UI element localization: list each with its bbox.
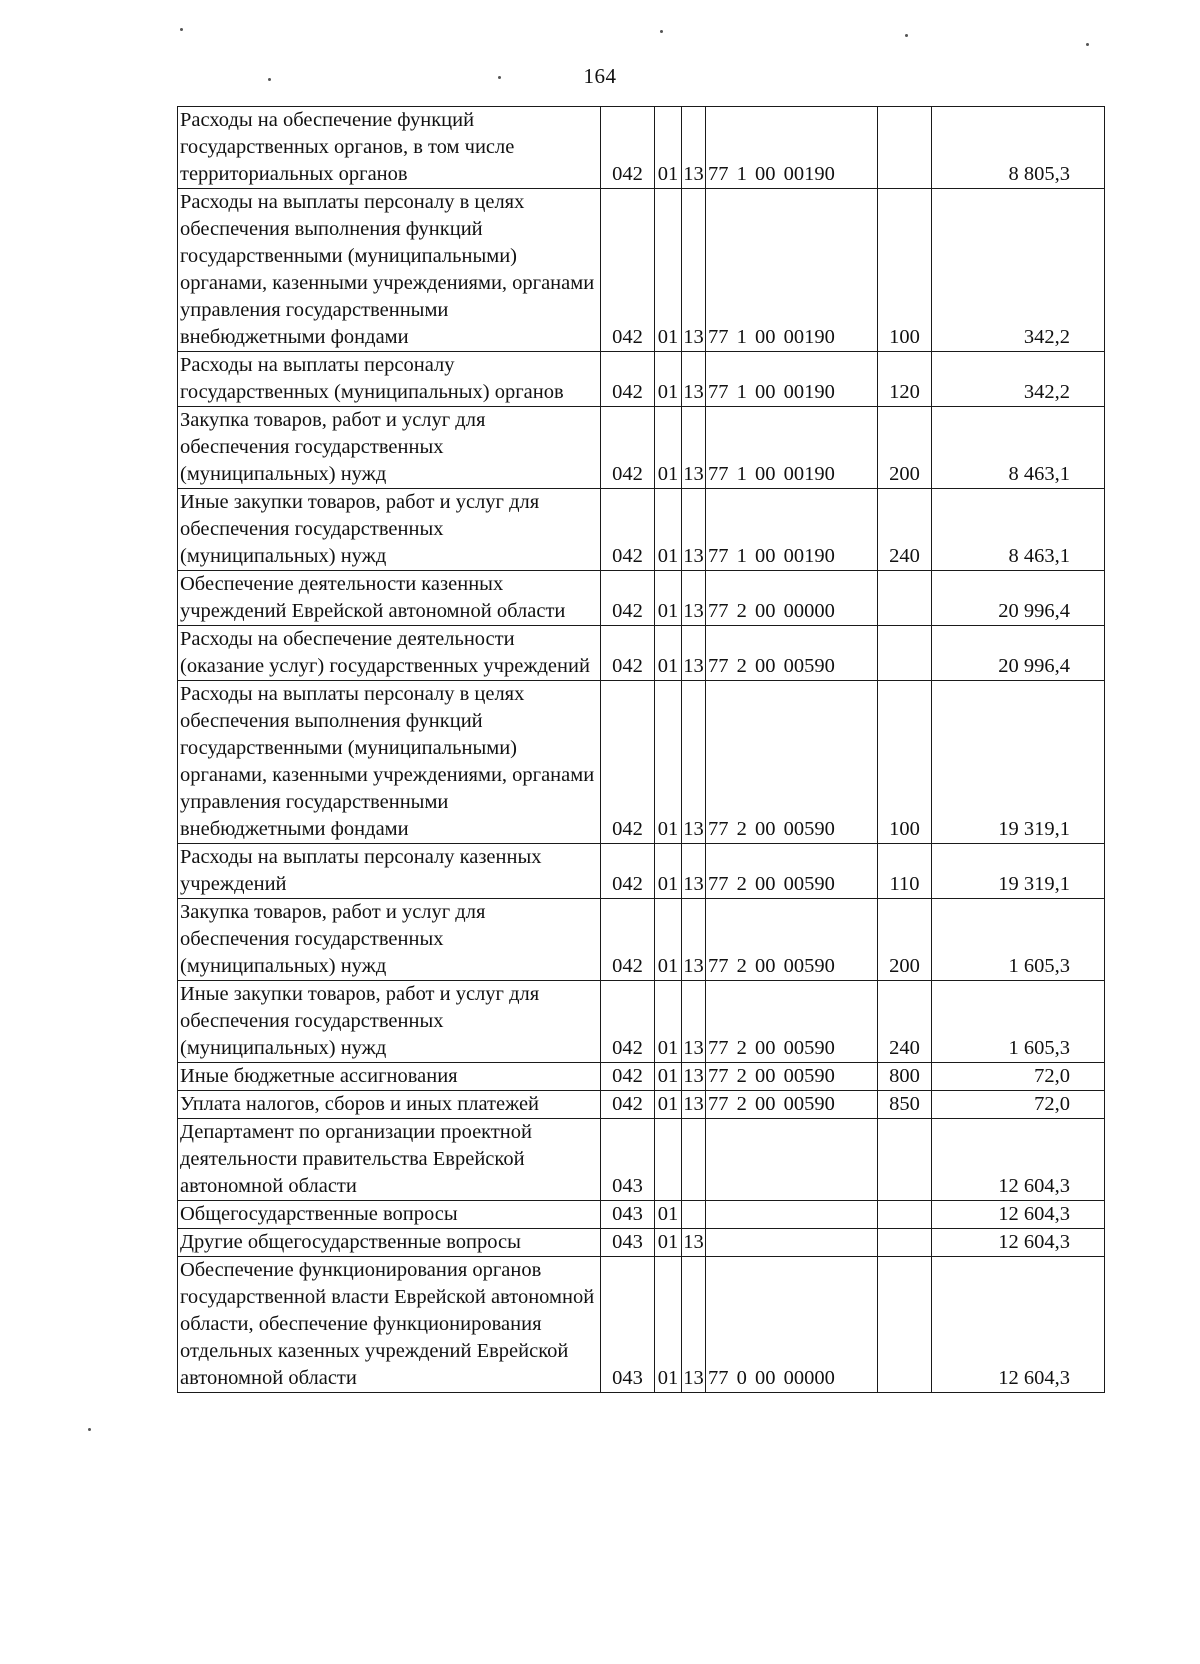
cell-expense-type: 850 (878, 1091, 932, 1119)
cell-department-code: 042 (601, 1091, 655, 1119)
cell-section-code: 01 (655, 1257, 682, 1393)
cell-expense-type (878, 1229, 932, 1257)
cell-subsection-code: 13 (682, 189, 706, 352)
cell-subsection-code: 13 (682, 899, 706, 981)
table-row (178, 189, 1105, 352)
cell-subsection-code: 13 (682, 981, 706, 1063)
cell-section-code: 01 (655, 1229, 682, 1257)
cell-item-name: Другие общегосударственные вопросы (178, 1229, 601, 1257)
cell-department-code: 042 (601, 981, 655, 1063)
cell-section-code: 01 (655, 571, 682, 626)
scan-speck (268, 78, 271, 81)
table-row (178, 407, 1105, 489)
cell-expense-type (878, 107, 932, 189)
cell-amount: 8 463,1 (932, 407, 1105, 489)
cell-item-name: Расходы на обеспечение деятельности (оказание услуг) государственных учреждений (178, 626, 601, 681)
page-number: 164 (583, 64, 617, 88)
cell-section-code: 01 (655, 1063, 682, 1091)
cell-section-code: 01 (655, 489, 682, 571)
cell-expense-type: 120 (878, 352, 932, 407)
cell-department-code: 043 (601, 1257, 655, 1393)
scan-speck (88, 1428, 91, 1431)
cell-expense-type: 240 (878, 489, 932, 571)
cell-department-code: 042 (601, 107, 655, 189)
cell-section-code (655, 1119, 682, 1201)
table-row (178, 1229, 1105, 1257)
cell-section-code: 01 (655, 1091, 682, 1119)
cell-amount: 20 996,4 (932, 571, 1105, 626)
cell-expense-type: 800 (878, 1063, 932, 1091)
scan-speck (498, 76, 501, 79)
cell-expense-type: 100 (878, 189, 932, 352)
scan-speck (660, 30, 663, 33)
cell-section-code: 01 (655, 407, 682, 489)
cell-subsection-code: 13 (682, 352, 706, 407)
scan-speck (905, 34, 908, 37)
cell-item-name: Закупка товаров, работ и услуг для обеспечения государственных (муниципальных) нужд (178, 407, 601, 489)
table-row (178, 899, 1105, 981)
cell-expense-type: 200 (878, 407, 932, 489)
cell-item-name: Уплата налогов, сборов и иных платежей (178, 1091, 601, 1119)
cell-item-name: Расходы на обеспечение функций государственных органов, в том числе территориальных органов (178, 107, 601, 189)
table-row (178, 1091, 1105, 1119)
table-row (178, 571, 1105, 626)
cell-amount: 20 996,4 (932, 626, 1105, 681)
cell-target-article: 77 2 00 00590 (706, 1063, 878, 1091)
cell-target-article: 77 2 00 00590 (706, 844, 878, 899)
cell-target-article: 77 2 00 00000 (706, 571, 878, 626)
cell-section-code: 01 (655, 681, 682, 844)
cell-department-code: 043 (601, 1229, 655, 1257)
cell-department-code: 043 (601, 1119, 655, 1201)
cell-target-article: 77 2 00 00590 (706, 1091, 878, 1119)
cell-amount: 1 605,3 (932, 981, 1105, 1063)
cell-expense-type: 240 (878, 981, 932, 1063)
cell-amount: 12 604,3 (932, 1257, 1105, 1393)
cell-subsection-code: 13 (682, 681, 706, 844)
cell-target-article: 77 1 00 00190 (706, 407, 878, 489)
cell-section-code: 01 (655, 352, 682, 407)
cell-expense-type (878, 571, 932, 626)
cell-target-article (706, 1201, 878, 1229)
cell-subsection-code (682, 1119, 706, 1201)
table-row (178, 1063, 1105, 1091)
cell-amount: 19 319,1 (932, 681, 1105, 844)
cell-department-code: 042 (601, 189, 655, 352)
cell-section-code: 01 (655, 1201, 682, 1229)
cell-target-article: 77 2 00 00590 (706, 626, 878, 681)
cell-department-code: 042 (601, 844, 655, 899)
cell-target-article: 77 2 00 00590 (706, 899, 878, 981)
cell-subsection-code: 13 (682, 1063, 706, 1091)
budget-table (177, 106, 1105, 1393)
cell-subsection-code (682, 1201, 706, 1229)
cell-target-article: 77 2 00 00590 (706, 981, 878, 1063)
cell-target-article (706, 1119, 878, 1201)
cell-section-code: 01 (655, 189, 682, 352)
cell-item-name: Обеспечение деятельности казенных учреждений Еврейской автономной области (178, 571, 601, 626)
cell-section-code: 01 (655, 626, 682, 681)
cell-target-article: 77 2 00 00590 (706, 681, 878, 844)
cell-subsection-code: 13 (682, 107, 706, 189)
cell-target-article: 77 1 00 00190 (706, 107, 878, 189)
cell-department-code: 042 (601, 899, 655, 981)
cell-expense-type (878, 1119, 932, 1201)
cell-amount: 8 805,3 (932, 107, 1105, 189)
cell-department-code: 042 (601, 681, 655, 844)
cell-amount: 342,2 (932, 189, 1105, 352)
cell-expense-type (878, 1257, 932, 1393)
cell-department-code: 042 (601, 626, 655, 681)
cell-department-code: 042 (601, 571, 655, 626)
cell-amount: 342,2 (932, 352, 1105, 407)
cell-amount: 12 604,3 (932, 1229, 1105, 1257)
cell-subsection-code: 13 (682, 489, 706, 571)
cell-target-article: 77 1 00 00190 (706, 189, 878, 352)
cell-item-name: Расходы на выплаты персоналу в целях обеспечения выполнения функций государственными (муниципальными) органами, казенными учреждениями, органами управления государственными внебюджетными фондами (178, 189, 601, 352)
cell-subsection-code: 13 (682, 1229, 706, 1257)
cell-amount: 12 604,3 (932, 1119, 1105, 1201)
cell-expense-type (878, 626, 932, 681)
table-row (178, 107, 1105, 189)
cell-amount: 19 319,1 (932, 844, 1105, 899)
cell-amount: 72,0 (932, 1091, 1105, 1119)
cell-expense-type (878, 1201, 932, 1229)
cell-item-name: Расходы на выплаты персоналу государственных (муниципальных) органов (178, 352, 601, 407)
table-row (178, 981, 1105, 1063)
table-row (178, 489, 1105, 571)
table-body (178, 107, 1105, 1393)
cell-amount: 8 463,1 (932, 489, 1105, 571)
table-row (178, 1201, 1105, 1229)
cell-target-article: 77 0 00 00000 (706, 1257, 878, 1393)
cell-section-code: 01 (655, 981, 682, 1063)
table-row (178, 1119, 1105, 1201)
cell-item-name: Расходы на выплаты персоналу казенных учреждений (178, 844, 601, 899)
cell-item-name: Общегосударственные вопросы (178, 1201, 601, 1229)
cell-item-name: Департамент по организации проектной деятельности правительства Еврейской автономной области (178, 1119, 601, 1201)
cell-section-code: 01 (655, 844, 682, 899)
cell-item-name: Закупка товаров, работ и услуг для обеспечения государственных (муниципальных) нужд (178, 899, 601, 981)
cell-amount: 72,0 (932, 1063, 1105, 1091)
cell-amount: 12 604,3 (932, 1201, 1105, 1229)
cell-item-name: Иные бюджетные ассигнования (178, 1063, 601, 1091)
cell-item-name: Обеспечение функционирования органов государственной власти Еврейской автономной области, обеспечение функционирования отдельных казенных учреждений Еврейской автономной области (178, 1257, 601, 1393)
cell-department-code: 042 (601, 489, 655, 571)
cell-subsection-code: 13 (682, 1257, 706, 1393)
cell-subsection-code: 13 (682, 844, 706, 899)
cell-expense-type: 110 (878, 844, 932, 899)
cell-department-code: 042 (601, 352, 655, 407)
cell-item-name: Иные закупки товаров, работ и услуг для обеспечения государственных (муниципальных) нужд (178, 489, 601, 571)
table-row (178, 626, 1105, 681)
cell-target-article: 77 1 00 00190 (706, 352, 878, 407)
cell-subsection-code: 13 (682, 626, 706, 681)
cell-expense-type: 100 (878, 681, 932, 844)
cell-item-name: Иные закупки товаров, работ и услуг для обеспечения государственных (муниципальных) нужд (178, 981, 601, 1063)
cell-item-name: Расходы на выплаты персоналу в целях обеспечения выполнения функций государственными (муниципальными) органами, казенными учреждениями, органами управления государственными внебюджетными фондами (178, 681, 601, 844)
cell-department-code: 042 (601, 407, 655, 489)
cell-subsection-code: 13 (682, 407, 706, 489)
cell-subsection-code: 13 (682, 571, 706, 626)
cell-expense-type: 200 (878, 899, 932, 981)
cell-target-article: 77 1 00 00190 (706, 489, 878, 571)
table-row (178, 681, 1105, 844)
table-row (178, 352, 1105, 407)
scan-speck (180, 28, 183, 31)
cell-section-code: 01 (655, 899, 682, 981)
cell-department-code: 042 (601, 1063, 655, 1091)
table-row (178, 1257, 1105, 1393)
cell-department-code: 043 (601, 1201, 655, 1229)
cell-target-article (706, 1229, 878, 1257)
cell-amount: 1 605,3 (932, 899, 1105, 981)
cell-section-code: 01 (655, 107, 682, 189)
table-row (178, 844, 1105, 899)
cell-subsection-code: 13 (682, 1091, 706, 1119)
scan-speck (1086, 43, 1089, 46)
